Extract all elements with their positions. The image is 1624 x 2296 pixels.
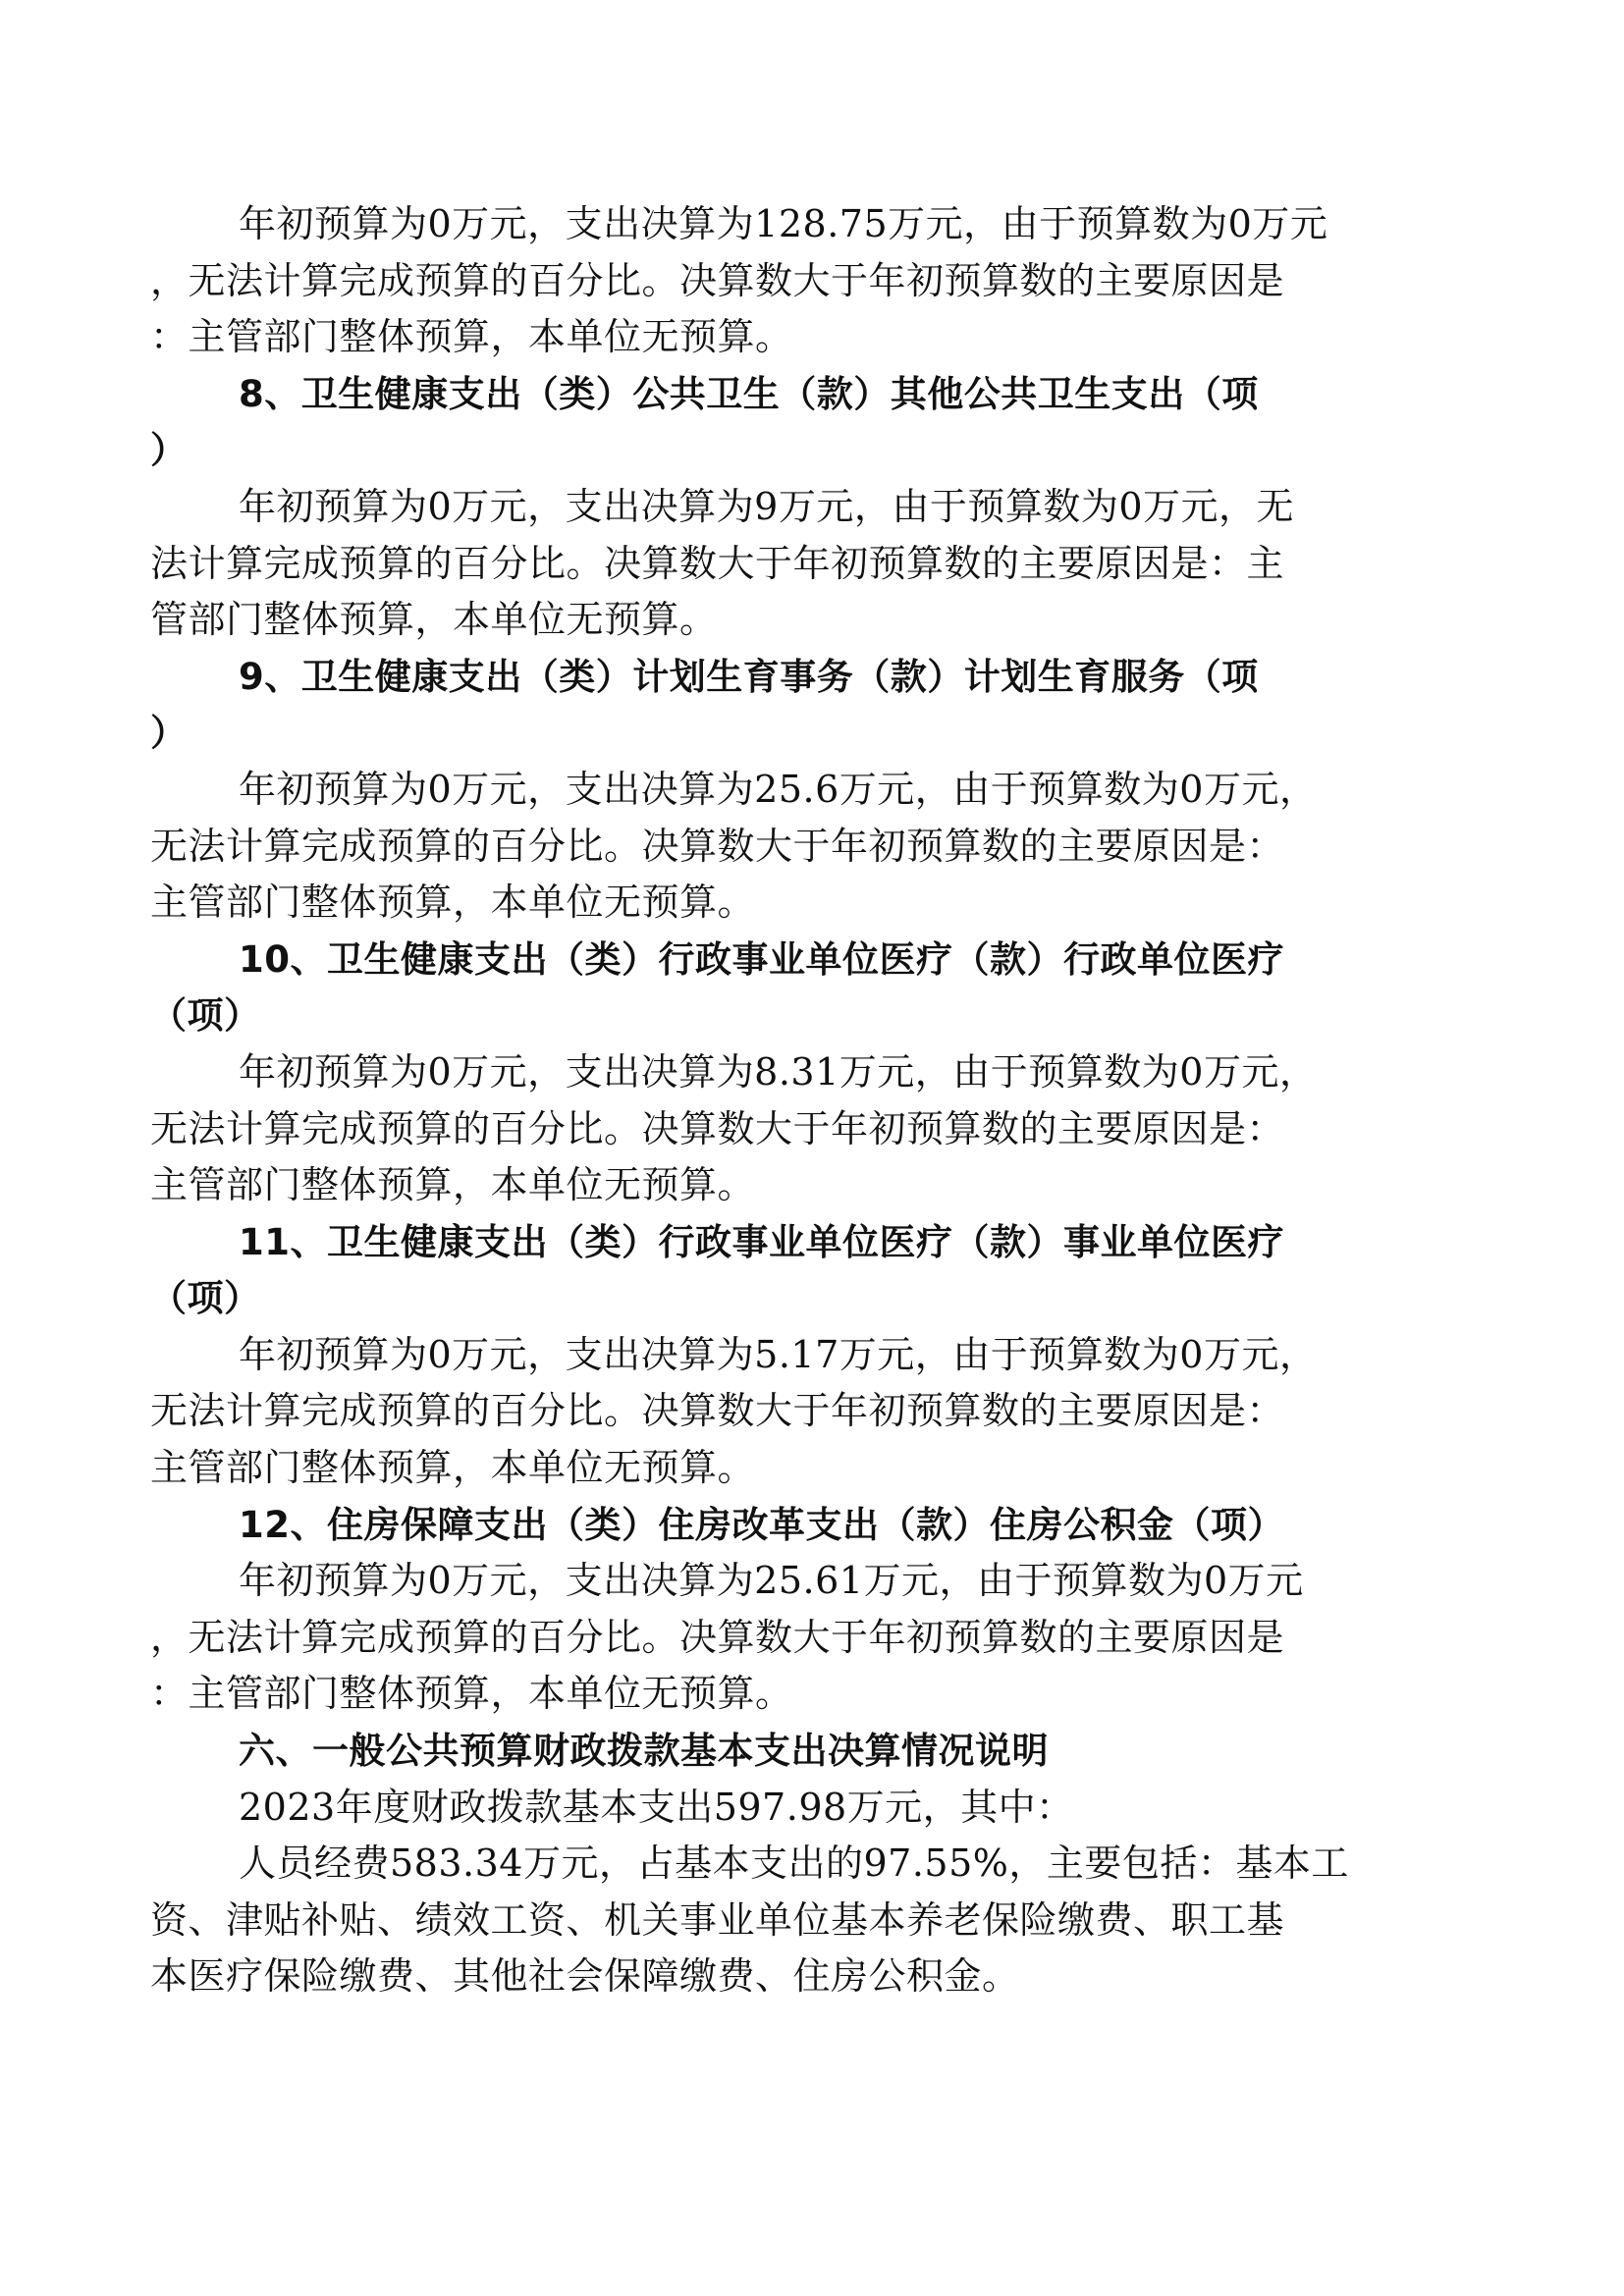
section-heading-line: （项） <box>150 994 261 1038</box>
section-heading-line: 8、卫生健康支出（类）公共卫生（款）其他公共卫生支出（项 <box>239 372 1259 415</box>
section-heading-line: 9、卫生健康支出（类）计划生育事务（款）计划生育服务（项 <box>239 655 1259 698</box>
paragraph-line: 年初预算为0万元，支出决算为8.31万元，由于预算数为0万元， <box>239 1049 1318 1094</box>
paragraph-line: 无法计算完成预算的百分比。决算数大于年初预算数的主要原因是： <box>150 1389 1285 1433</box>
paragraph-line: 主管部门整体预算，本单位无预算。 <box>150 1163 756 1207</box>
paragraph-line: ，无法计算完成预算的百分比。决算数大于年初预算数的主要原因是 <box>150 258 1285 302</box>
paragraph-line: ：主管部门整体预算，本单位无预算。 <box>150 315 793 359</box>
section-heading-line: 12、住房保障支出（类）住房改革支出（款）住房公积金（项） <box>239 1503 1284 1546</box>
paragraph-line: 2023年度财政拨款基本支出597.98万元，其中： <box>239 1785 1074 1829</box>
paragraph-line: ：主管部门整体预算，本单位无预算。 <box>150 1672 793 1716</box>
section-heading-line: 11、卫生健康支出（类）行政事业单位医疗（款）事业单位医疗 <box>239 1220 1284 1263</box>
paragraph-line: 年初预算为0万元，支出决算为128.75万元，由于预算数为0万元 <box>239 202 1328 245</box>
paragraph-line: 年初预算为0万元，支出决算为9万元，由于预算数为0万元，无 <box>239 484 1295 528</box>
paragraph-line: 人员经费583.34万元，占基本支出的97.55%，主要包括：基本工 <box>239 1842 1349 1886</box>
paragraph-line: 主管部门整体预算，本单位无预算。 <box>150 881 756 925</box>
paragraph-line: 主管部门整体预算，本单位无预算。 <box>150 1446 756 1490</box>
document-body <box>150 196 1476 2005</box>
section-heading-line: 六、一般公共预算财政拨款基本支出决算情况说明 <box>239 1730 1049 1773</box>
paragraph-line: 管部门整体预算，本单位无预算。 <box>150 598 718 642</box>
section-heading-line: （项） <box>150 1277 261 1320</box>
paragraph-line: 年初预算为0万元，支出决算为25.61万元，由于预算数为0万元 <box>239 1559 1304 1603</box>
paragraph-line: 年初预算为0万元，支出决算为25.6万元，由于预算数为0万元， <box>239 767 1318 811</box>
paragraph-line: 无法计算完成预算的百分比。决算数大于年初预算数的主要原因是： <box>150 824 1285 868</box>
section-heading-line: 10、卫生健康支出（类）行政事业单位医疗（款）行政单位医疗 <box>239 937 1284 981</box>
section-heading-line: ） <box>150 712 188 755</box>
paragraph-line: 无法计算完成预算的百分比。决算数大于年初预算数的主要原因是： <box>150 1106 1285 1150</box>
paragraph-line: 本医疗保险缴费、其他社会保障缴费、住房公积金。 <box>150 1954 1020 1999</box>
section-heading-line: ） <box>150 429 188 472</box>
paragraph-line: 法计算完成预算的百分比。决算数大于年初预算数的主要原因是：主 <box>150 541 1285 585</box>
paragraph-line: 年初预算为0万元，支出决算为5.17万元，由于预算数为0万元， <box>239 1332 1318 1376</box>
paragraph-line: 资、津贴补贴、绩效工资、机关事业单位基本养老保险缴费、职工基 <box>150 1897 1285 1942</box>
paragraph-line: ，无法计算完成预算的百分比。决算数大于年初预算数的主要原因是 <box>150 1615 1285 1659</box>
